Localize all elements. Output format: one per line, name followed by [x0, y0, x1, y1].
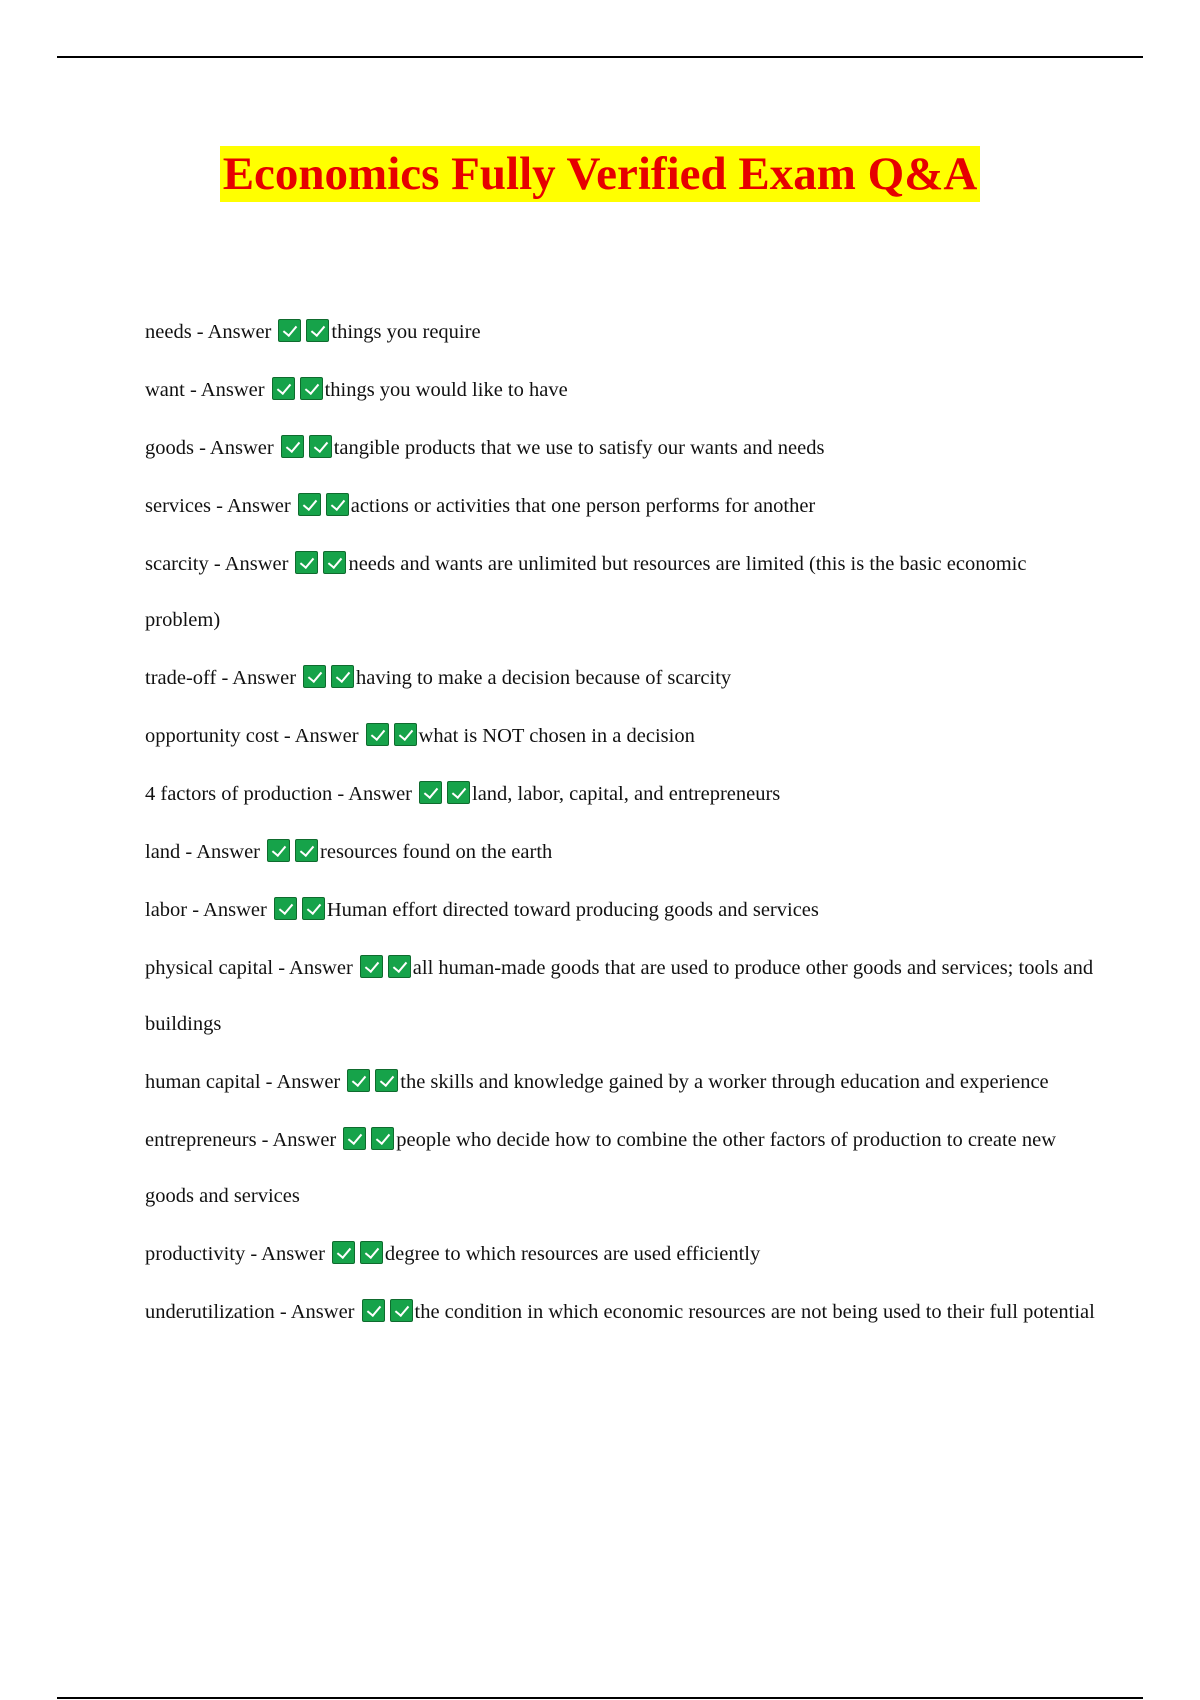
check-icon: [371, 1127, 394, 1150]
qa-definition: Human effort directed toward producing goods and services: [326, 899, 819, 921]
qa-item: [145, 1226, 1100, 1282]
qa-term: scarcity - Answer: [145, 553, 289, 575]
qa-term: want - Answer: [145, 379, 265, 401]
qa-item: [145, 1054, 1100, 1110]
verified-checks: [343, 1129, 399, 1151]
check-icon: [388, 955, 411, 978]
qa-item: [145, 362, 1100, 418]
qa-list: [145, 304, 1100, 1342]
qa-term: entrepreneurs - Answer: [145, 1129, 337, 1151]
check-icon: [394, 723, 417, 746]
qa-term: labor - Answer: [145, 899, 267, 921]
qa-term: productivity - Answer: [145, 1243, 325, 1265]
check-icon: [295, 839, 318, 862]
verified-checks: [332, 1243, 388, 1265]
qa-term: underutilization - Answer: [145, 1301, 355, 1323]
qa-term: needs - Answer: [145, 321, 272, 343]
check-icon: [295, 551, 318, 574]
check-icon: [343, 1127, 366, 1150]
qa-definition: things you require: [331, 321, 481, 343]
qa-definition: tangible products that we use to satisfy our wants and needs: [333, 437, 825, 459]
qa-item: [145, 1284, 1100, 1340]
qa-definition: resources found on the earth: [320, 841, 553, 863]
qa-item: [145, 940, 1100, 1052]
qa-item: [145, 304, 1100, 360]
check-icon: [347, 1069, 370, 1092]
check-icon: [447, 781, 470, 804]
qa-item: [145, 420, 1100, 476]
verified-checks: [419, 783, 475, 805]
qa-definition: needs and wants are unlimited but resources are limited (this is the basic economic problem): [145, 553, 1027, 631]
qa-item: [145, 1112, 1100, 1224]
top-rule: [57, 56, 1143, 58]
qa-item: [145, 478, 1100, 534]
verified-checks: [298, 495, 354, 517]
qa-term: opportunity cost - Answer: [145, 725, 359, 747]
verified-checks: [274, 899, 330, 921]
bottom-rule: [57, 1697, 1143, 1699]
qa-definition: the skills and knowledge gained by a worker through education and experience: [400, 1071, 1049, 1093]
check-icon: [390, 1299, 413, 1322]
qa-definition: all human-made goods that are used to produce other goods and services; tools and buildings: [145, 957, 1094, 1035]
verified-checks: [281, 437, 337, 459]
check-icon: [366, 723, 389, 746]
check-icon: [298, 493, 321, 516]
qa-term: physical capital - Answer: [145, 957, 353, 979]
check-icon: [360, 955, 383, 978]
qa-item: [145, 824, 1100, 880]
check-icon: [281, 435, 304, 458]
check-icon: [323, 551, 346, 574]
qa-definition: what is NOT chosen in a decision: [418, 725, 695, 747]
check-icon: [267, 839, 290, 862]
check-icon: [278, 319, 301, 342]
check-icon: [309, 435, 332, 458]
check-icon: [332, 1241, 355, 1264]
check-icon: [306, 319, 329, 342]
verified-checks: [362, 1301, 418, 1323]
qa-term: trade-off - Answer: [145, 667, 297, 689]
check-icon: [331, 665, 354, 688]
qa-term: services - Answer: [145, 495, 291, 517]
check-icon: [375, 1069, 398, 1092]
check-icon: [362, 1299, 385, 1322]
check-icon: [360, 1241, 383, 1264]
verified-checks: [347, 1071, 403, 1093]
qa-item: [145, 882, 1100, 938]
check-icon: [272, 377, 295, 400]
qa-item: [145, 536, 1100, 648]
check-icon: [419, 781, 442, 804]
verified-checks: [360, 957, 416, 979]
title-container: [0, 146, 1200, 202]
qa-definition: having to make a decision because of scarcity: [356, 667, 732, 689]
verified-checks: [303, 667, 359, 689]
qa-term: land - Answer: [145, 841, 261, 863]
verified-checks: [272, 379, 328, 401]
check-icon: [302, 897, 325, 920]
verified-checks: [278, 321, 334, 343]
qa-definition: people who decide how to combine the other factors of production to create new goods and services: [145, 1129, 1057, 1207]
check-icon: [300, 377, 323, 400]
verified-checks: [366, 725, 422, 747]
qa-definition: degree to which resources are used efficiently: [384, 1243, 761, 1265]
check-icon: [326, 493, 349, 516]
qa-term: human capital - Answer: [145, 1071, 341, 1093]
qa-item: [145, 650, 1100, 706]
qa-definition: things you would like to have: [324, 379, 568, 401]
qa-item: [145, 708, 1100, 764]
qa-term: goods - Answer: [145, 437, 274, 459]
qa-definition: actions or activities that one person performs for another: [350, 495, 816, 517]
check-icon: [274, 897, 297, 920]
qa-definition: the condition in which economic resources are not being used to their full potential: [414, 1301, 1095, 1323]
verified-checks: [295, 553, 351, 575]
qa-term: 4 factors of production - Answer: [145, 783, 413, 805]
qa-definition: land, labor, capital, and entrepreneurs: [472, 783, 781, 805]
page-title: Economics Fully Verified Exam Q&A: [220, 146, 981, 202]
qa-item: [145, 766, 1100, 822]
verified-checks: [267, 841, 323, 863]
check-icon: [303, 665, 326, 688]
